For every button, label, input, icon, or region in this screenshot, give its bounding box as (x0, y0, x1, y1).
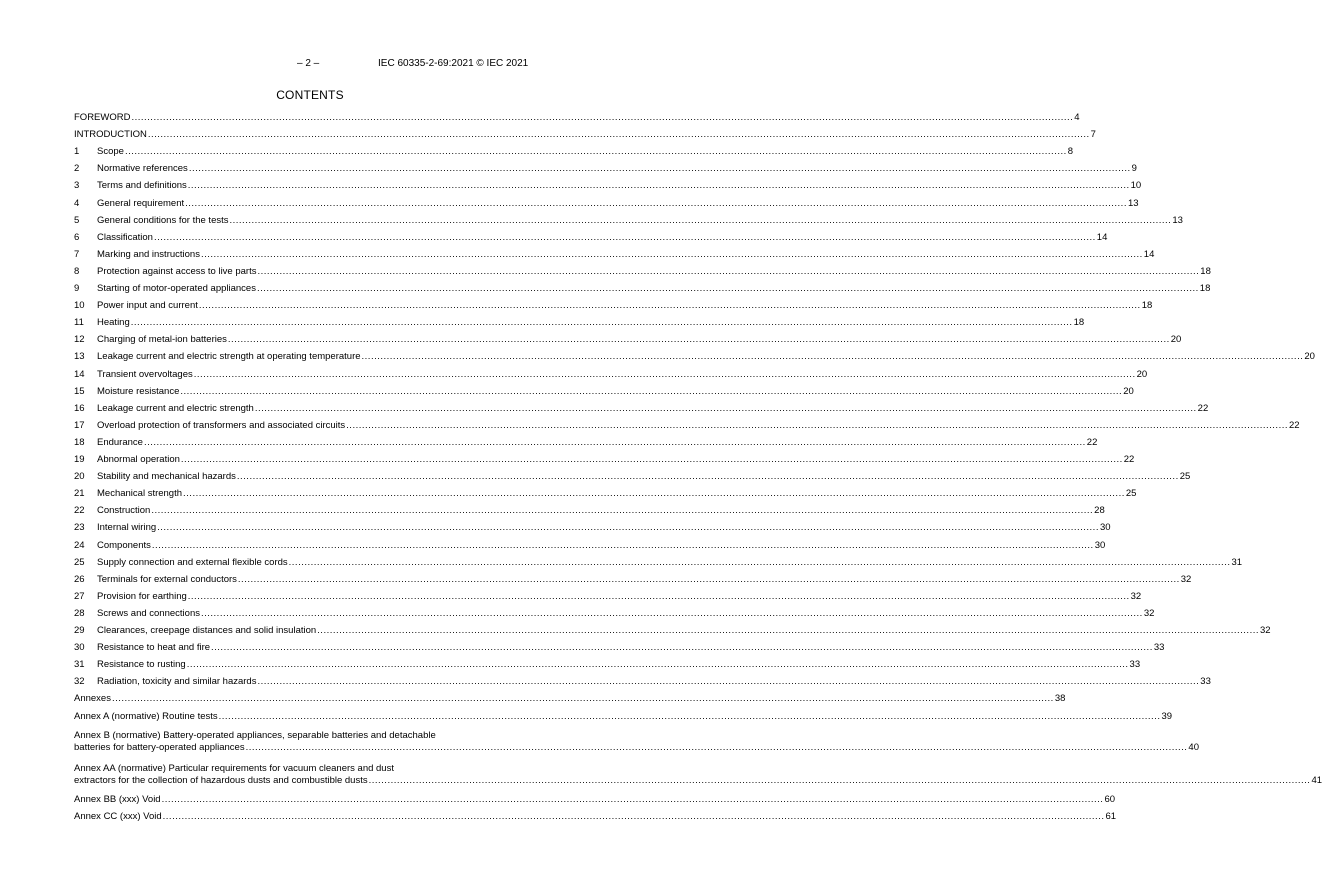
toc-entry[interactable] (74, 556, 1243, 569)
toc-entry-number: 21 (74, 488, 85, 500)
toc-entry-page: 40 (1188, 741, 1199, 753)
toc-entry-title: Stability and mechanical hazards (97, 471, 236, 483)
toc-leader-dots: ............................................................................................................................................................................................................................................................................................................ (162, 810, 1105, 822)
toc-entry[interactable] (74, 317, 1085, 329)
toc-entry-page: 20 (1170, 334, 1182, 346)
toc-entry-page: 28 (1094, 505, 1105, 517)
toc-entry-page: 20 (1136, 368, 1148, 380)
toc-leader-dots: ............................................................................................................................................................................................................................................................................................................ (131, 112, 1074, 123)
toc-entry-number: 7 (74, 248, 80, 260)
toc-entry-page: 22 (1086, 436, 1098, 448)
toc-entry-page: 25 (1179, 471, 1191, 483)
toc-entry[interactable] (74, 762, 1322, 787)
toc-entry-page: 30 (1094, 539, 1106, 551)
toc-leader-dots: ............................................................................................................................................................................................................................................................................................................ (186, 659, 1129, 671)
toc-entry[interactable] (74, 436, 1098, 449)
toc-entry-title: FOREWORD (74, 112, 131, 123)
toc-entry-page: 8 (1067, 146, 1074, 158)
toc-entry-number: 18 (74, 436, 85, 448)
toc-entry-page: 32 (1130, 590, 1142, 602)
toc-entry-number: 10 (74, 300, 85, 312)
toc-entry-page: 41 (1311, 774, 1322, 786)
toc-entry[interactable] (74, 214, 1183, 227)
toc-entry-title: Leakage current and electric strength at operating temperature (97, 351, 361, 363)
toc-entry-title: Annex CC (xxx) Void (74, 810, 162, 822)
toc-entry[interactable] (74, 488, 1137, 500)
toc-entry-page: 60 (1104, 793, 1116, 805)
document-reference: IEC 60335-2-69:2021 © IEC 2021 (378, 58, 529, 69)
toc-leader-dots: ............................................................................................................................................................................................................................................................................................................ (254, 402, 1197, 414)
toc-entry-page: 30 (1099, 522, 1111, 534)
toc-entry-title: Moisture resistance (97, 385, 180, 397)
toc-entry[interactable] (74, 810, 1117, 823)
toc-entry-title: Components (97, 539, 151, 551)
toc-leader-dots: ............................................................................................................................................................................................................................................................................................................ (346, 419, 1288, 431)
toc-entry[interactable] (74, 402, 1209, 415)
toc-entry-number: 6 (74, 231, 80, 243)
toc-leader-dots: ............................................................................................................................................................................................................................................................................................................ (124, 146, 1067, 158)
toc-entry-number: 25 (74, 556, 85, 568)
toc-entry[interactable] (74, 248, 1155, 261)
toc-entry[interactable] (74, 300, 1153, 312)
toc-entry[interactable] (74, 334, 1182, 346)
toc-entry[interactable] (74, 625, 1271, 637)
toc-entry-page: 18 (1200, 265, 1211, 277)
toc-entry[interactable] (74, 573, 1192, 586)
toc-leader-dots: ............................................................................................................................................................................................................................................................................................................ (180, 454, 1123, 465)
toc-entry-page: 22 (1123, 454, 1135, 465)
toc-entry-number: 9 (74, 283, 80, 294)
toc-entry[interactable] (74, 197, 1139, 210)
toc-entry[interactable] (74, 112, 1080, 124)
toc-entry-title: Resistance to heat and fire (97, 642, 211, 654)
toc-entry-title: Screws and connections (97, 607, 200, 619)
toc-leader-dots: ............................................................................................................................................................................................................................................................................................................ (237, 573, 1180, 585)
toc-entry-title: Marking and instructions (97, 248, 200, 260)
toc-leader-dots: ............................................................................................................................................................................................................................................................................................................ (193, 368, 1136, 380)
toc-entry-page: 20 (1304, 351, 1315, 363)
toc-entry-title: Annexes (74, 693, 111, 705)
toc-entry-number: 3 (74, 180, 80, 192)
toc-leader-dots: ............................................................................................................................................................................................................................................................................................................ (111, 693, 1054, 705)
toc-entry[interactable] (74, 231, 1108, 244)
toc-entry-page: 9 (1131, 163, 1137, 175)
toc-entry-page: 31 (1231, 556, 1243, 568)
toc-leader-dots: ............................................................................................................................................................................................................................................................................................................ (187, 180, 1130, 192)
toc-entry-number: 11 (74, 317, 84, 329)
toc-entry[interactable] (74, 351, 1315, 363)
toc-entry-title: Leakage current and electric strength (97, 402, 254, 414)
toc-entry-page: 14 (1143, 248, 1155, 260)
toc-leader-dots: ............................................................................................................................................................................................................................................................................................................ (187, 590, 1130, 602)
toc-entry-number: 19 (74, 454, 85, 465)
toc-entry[interactable] (74, 676, 1211, 688)
page-number: – 2 – (297, 58, 320, 69)
toc-entry-number: 23 (74, 522, 85, 534)
toc-leader-dots: ............................................................................................................................................................................................................................................................................................................ (198, 300, 1141, 312)
toc-entry[interactable] (74, 454, 1135, 466)
toc-entry-title: INTRODUCTION (74, 129, 147, 141)
toc-entry[interactable] (74, 146, 1074, 158)
toc-entry-title: Internal wiring (97, 522, 157, 534)
toc-entry-number: 28 (74, 607, 85, 619)
toc-entry-title: Overload protection of transformers and associated circuits (97, 419, 346, 431)
toc-entry-number: 1 (74, 146, 80, 158)
toc-entry[interactable] (74, 522, 1111, 534)
toc-entry-page: 22 (1197, 402, 1209, 414)
toc-entry-number: 15 (74, 385, 85, 397)
toc-entry-page: 33 (1153, 642, 1165, 654)
toc-entry[interactable] (74, 590, 1142, 603)
toc-entry-title: Normative references (97, 163, 188, 175)
toc-entry-number: 20 (74, 471, 85, 483)
toc-entry[interactable] (74, 368, 1148, 381)
toc-leader-dots: ............................................................................................................................................................................................................................................................................................................ (288, 556, 1231, 568)
toc-leader-dots: ............................................................................................................................................................................................................................................................................................................ (157, 522, 1099, 534)
toc-entry[interactable] (74, 693, 1066, 705)
toc-entry-page: 39 (1161, 710, 1173, 722)
toc-leader-dots: ............................................................................................................................................................................................................................................................................................................ (361, 351, 1304, 363)
toc-entry-number: 31 (74, 659, 85, 671)
page-header (0, 58, 620, 74)
toc-entry-page: 32 (1180, 573, 1192, 585)
toc-entry-title: Abnormal operation (97, 454, 180, 465)
toc-leader-dots: ............................................................................................................................................................................................................................................................................................................ (368, 774, 1311, 786)
toc-entry-page: 4 (1074, 112, 1080, 123)
toc-entry-title: Supply connection and external flexible cords (97, 556, 288, 568)
toc-entry-number: 27 (74, 590, 85, 602)
toc-entry-title: Annex BB (xxx) Void (74, 793, 161, 805)
toc-entry[interactable] (74, 419, 1300, 432)
toc-entry-page: 20 (1123, 385, 1134, 397)
toc-entry-title: Starting of motor-operated appliances (97, 283, 256, 294)
toc-entry-number: 30 (74, 642, 85, 654)
toc-entry[interactable] (74, 265, 1211, 278)
toc-entry-title: Resistance to rusting (97, 659, 186, 671)
toc-entry-title: Endurance (97, 436, 143, 448)
toc-entry-title-line2: batteries for battery-operated appliances (74, 741, 245, 753)
toc-entry-page: 61 (1105, 810, 1117, 822)
toc-entry-number: 12 (74, 334, 85, 346)
toc-entry[interactable] (74, 283, 1211, 295)
toc-entry-number: 22 (74, 505, 85, 517)
toc-leader-dots: ............................................................................................................................................................................................................................................................................................................ (147, 129, 1090, 141)
toc-entry-page: 32 (1260, 625, 1271, 636)
toc-leader-dots: ............................................................................................................................................................................................................................................................................................................ (151, 539, 1094, 551)
toc-entry-title: Protection against access to live parts (97, 265, 257, 277)
toc-entry-page: 33 (1129, 659, 1141, 671)
toc-entry-number: 32 (74, 676, 85, 688)
toc-entry-page: 22 (1289, 419, 1300, 431)
toc-leader-dots: ............................................................................................................................................................................................................................................................................................................ (317, 625, 1259, 636)
toc-entry-title: Construction (97, 505, 151, 517)
toc-leader-dots: ............................................................................................................................................................................................................................................................................................................ (229, 214, 1172, 226)
toc-entry-page: 33 (1200, 676, 1211, 688)
toc-entry[interactable] (74, 163, 1137, 175)
toc-entry-title: Provision for earthing (97, 590, 187, 602)
toc-entry-page: 13 (1127, 197, 1139, 209)
toc-entry-title: Mechanical strength (97, 488, 183, 500)
toc-entry[interactable] (74, 505, 1105, 517)
toc-entry[interactable] (74, 539, 1106, 552)
toc-entry-number: 26 (74, 573, 85, 585)
toc-entry-number: 29 (74, 625, 85, 636)
toc-entry[interactable] (74, 385, 1134, 398)
toc-entry-title: Heating (97, 317, 130, 329)
toc-leader-dots: ............................................................................................................................................................................................................................................................................................................ (211, 642, 1153, 654)
toc-entry[interactable] (74, 793, 1116, 806)
toc-entry[interactable] (74, 129, 1096, 141)
toc-entry-number: 2 (74, 163, 80, 175)
toc-entry[interactable] (74, 180, 1142, 192)
toc-leader-dots: ............................................................................................................................................................................................................................................................................................................ (200, 607, 1143, 619)
toc-entry[interactable] (74, 607, 1155, 620)
toc-leader-dots: ............................................................................................................................................................................................................................................................................................................ (257, 265, 1200, 277)
toc-entry-page: 38 (1054, 693, 1066, 705)
toc-leader-dots: ............................................................................................................................................................................................................................................................................................................ (200, 248, 1143, 260)
toc-entry-title: Transient overvoltages (97, 368, 193, 380)
toc-entry-page: 7 (1090, 129, 1096, 141)
toc-entry-title: Terms and definitions (97, 180, 187, 192)
toc-entry-title: Radiation, toxicity and similar hazards (97, 676, 257, 688)
toc-entry-title: Scope (97, 146, 124, 158)
toc-leader-dots: ............................................................................................................................................................................................................................................................................................................ (257, 676, 1200, 688)
toc-entry-page: 13 (1172, 214, 1183, 226)
toc-entry-page: 10 (1130, 180, 1142, 192)
toc-entry-page: 18 (1073, 317, 1085, 329)
toc-leader-dots: ............................................................................................................................................................................................................................................................................................................ (153, 231, 1096, 243)
toc-leader-dots: ............................................................................................................................................................................................................................................................................................................ (227, 334, 1170, 346)
toc-leader-dots: ............................................................................................................................................................................................................................................................................................................ (188, 163, 1131, 175)
toc-entry[interactable] (74, 659, 1141, 671)
toc-leader-dots: ............................................................................................................................................................................................................................................................................................................ (256, 283, 1199, 294)
toc-entry-title: General requirement (97, 197, 185, 209)
toc-leader-dots: ............................................................................................................................................................................................................................................................................................................ (143, 436, 1086, 448)
toc-entry-page: 18 (1141, 300, 1153, 312)
toc-entry[interactable] (74, 471, 1191, 483)
toc-leader-dots: ............................................................................................................................................................................................................................................................................................................ (218, 710, 1161, 722)
toc-entry-title: General conditions for the tests (97, 214, 229, 226)
toc-leader-dots: ............................................................................................................................................................................................................................................................................................................ (185, 197, 1127, 209)
toc-leader-dots: ............................................................................................................................................................................................................................................................................................................ (151, 505, 1094, 517)
toc-entry-page: 25 (1125, 488, 1137, 500)
toc-entry-number: 17 (74, 419, 85, 431)
toc-entry[interactable] (74, 642, 1165, 654)
toc-entry[interactable] (74, 729, 1199, 754)
toc-leader-dots: ............................................................................................................................................................................................................................................................................................................ (245, 741, 1188, 753)
toc-entry-page: 18 (1199, 283, 1211, 294)
toc-leader-dots: ............................................................................................................................................................................................................................................................................................................ (183, 488, 1125, 500)
toc-entry-number: 4 (74, 197, 80, 209)
toc-entry-title: Classification (97, 231, 153, 243)
toc-entry-title: Charging of metal-ion batteries (97, 334, 227, 346)
toc-entry-number: 13 (74, 351, 85, 363)
toc-entry-number: 24 (74, 539, 85, 551)
toc-entry-title-line1: Annex AA (normative) Particular requirements for vacuum cleaners and dust (74, 762, 394, 774)
toc-leader-dots: ............................................................................................................................................................................................................................................................................................................ (130, 317, 1073, 329)
toc-entry-page: 14 (1096, 231, 1108, 243)
toc-leader-dots: ............................................................................................................................................................................................................................................................................................................ (236, 471, 1179, 483)
toc-entry-title: Annex A (normative) Routine tests (74, 710, 218, 722)
toc-entry-number: 5 (74, 214, 80, 226)
toc-entry-title-line2: extractors for the collection of hazardous dusts and combustible dusts (74, 774, 368, 786)
contents-title: CONTENTS (276, 88, 344, 102)
toc-entry-number: 14 (74, 368, 85, 380)
toc-entry-page: 32 (1143, 607, 1155, 619)
toc-entry[interactable] (74, 710, 1173, 723)
toc-entry-number: 8 (74, 265, 80, 277)
toc-entry-title: Clearances, creepage distances and solid insulation (97, 625, 317, 636)
toc-entry-title: Terminals for external conductors (97, 573, 237, 585)
toc-entry-title: Power input and current (97, 300, 198, 312)
toc-entry-title-line1: Annex B (normative) Battery-operated appliances, separable batteries and detachable (74, 729, 436, 741)
toc-entry-number: 16 (74, 402, 85, 414)
toc-leader-dots: ............................................................................................................................................................................................................................................................................................................ (180, 385, 1123, 397)
toc-leader-dots: ............................................................................................................................................................................................................................................................................................................ (161, 793, 1104, 805)
